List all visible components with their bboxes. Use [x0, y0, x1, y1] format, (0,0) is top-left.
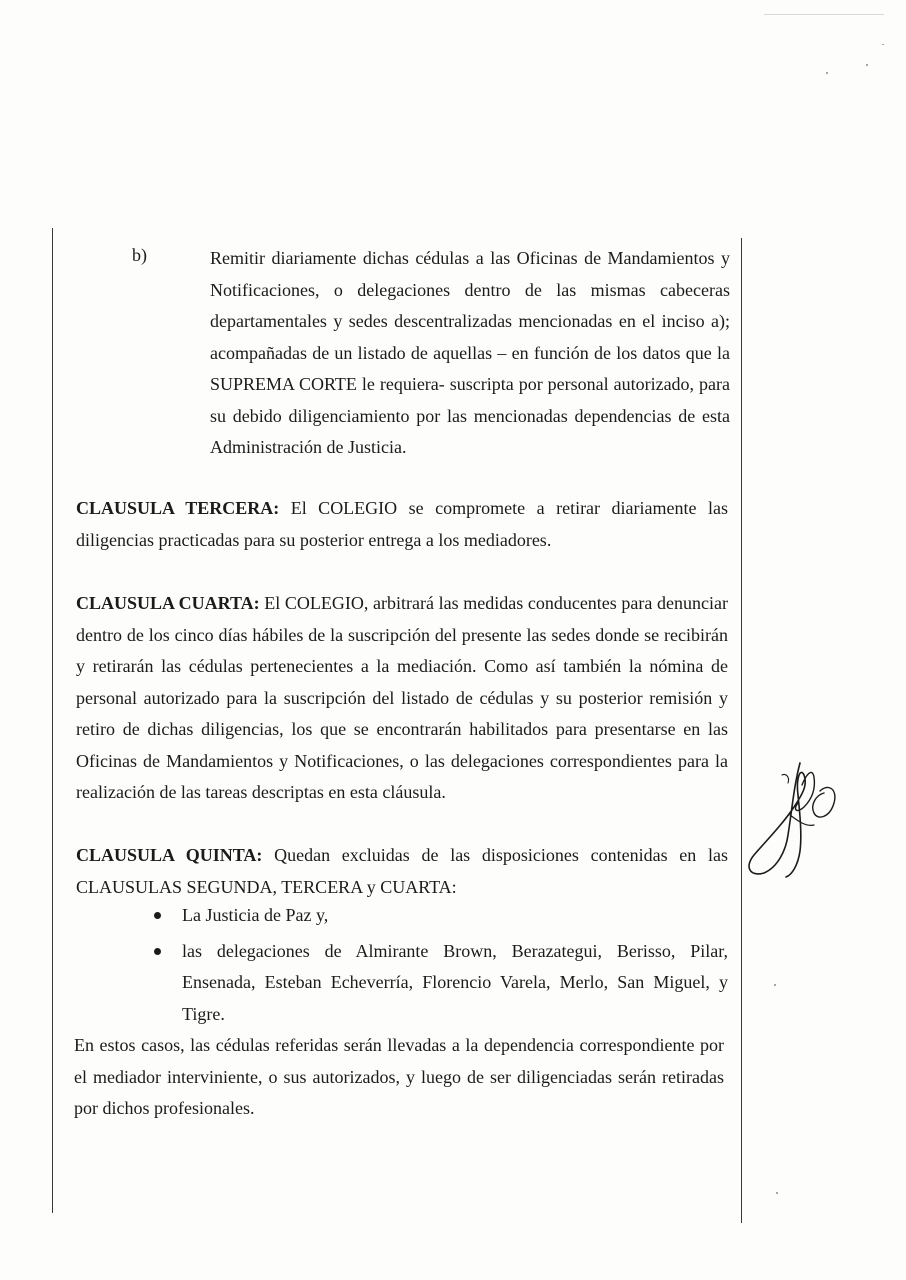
clausula-cuarta — [76, 588, 728, 809]
scan-speck — [882, 44, 884, 45]
list-item — [150, 900, 728, 932]
bullet-icon — [154, 912, 161, 919]
clausula-quinta-heading: CLAUSULA QUINTA: — [76, 845, 263, 865]
clausula-tercera — [76, 493, 728, 556]
clausula-cuarta-heading: CLAUSULA CUARTA: — [76, 593, 260, 613]
clausula-quinta — [76, 840, 728, 903]
scan-speck — [776, 1192, 778, 1194]
list-item — [150, 936, 728, 1031]
closing-paragraph: En estos casos, las cédulas referidas serán llevadas a la dependencia correspondiente por el mediador interviniente, o sus autorizados, y luego de ser diligenciadas serán retiradas por dichos profesionales. — [74, 1035, 724, 1118]
right-margin-line — [741, 238, 742, 1223]
clausula-cuarta-text: El COLEGIO, arbitrará las medidas conducentes para denunciar dentro de los cinco días hábiles de la suscripción del presente las sedes donde se recibirán y retirarán las cédulas pertenecientes a la mediación. Como así también la nómina de personal autorizado para la suscripción del listado de cédulas y su posterior remisión y retiro de dichas diligencias, los que se encontrarán habilitados para presentarse en las Oficinas de Mandamientos y Notificaciones, o las delegaciones correspondientes para la realización de las tareas descriptas en esta cláusula. — [76, 593, 728, 802]
bullet-icon — [154, 948, 161, 955]
scan-edge-line — [764, 14, 884, 15]
list-item-text: La Justicia de Paz y, — [182, 905, 329, 925]
list-item-marker: b) — [132, 245, 147, 265]
handwritten-signature — [742, 755, 842, 885]
clausula-tercera-text: El COLEGIO se compromete a retirar diariamente las diligencias practicadas para su posterior entrega a los mediadores. — [76, 498, 728, 550]
list-item-b-text: Remitir diariamente dichas cédulas a las Oficinas de Mandamientos y Notificaciones, o delegaciones dentro de las mismas cabeceras departamentales y sedes descentralizadas mencionadas en el inciso a); acompañadas de un listado de aquellas – en función de los datos que la SUPREMA CORTE le requiera- suscripta por personal autorizado, para su debido diligenciamiento por las mencionadas dependencias de esta Administración de Justicia. — [210, 248, 730, 457]
exclusion-list — [150, 900, 728, 1034]
clausula-tercera-heading: CLAUSULA TERCERA: — [76, 498, 280, 518]
list-item-text: las delegaciones de Almirante Brown, Berazategui, Berisso, Pilar, Ensenada, Esteban Echeverría, Florencio Varela, Merlo, San Miguel, y Tigre. — [182, 940, 728, 1024]
clausula-quinta-text: Quedan excluidas de las disposiciones contenidas en las CLAUSULAS SEGUNDA, TERCERA y CUARTA: — [76, 845, 728, 897]
scan-speck — [866, 64, 868, 66]
scan-speck — [826, 72, 828, 74]
scan-speck — [774, 984, 776, 986]
left-margin-line — [52, 228, 53, 1213]
